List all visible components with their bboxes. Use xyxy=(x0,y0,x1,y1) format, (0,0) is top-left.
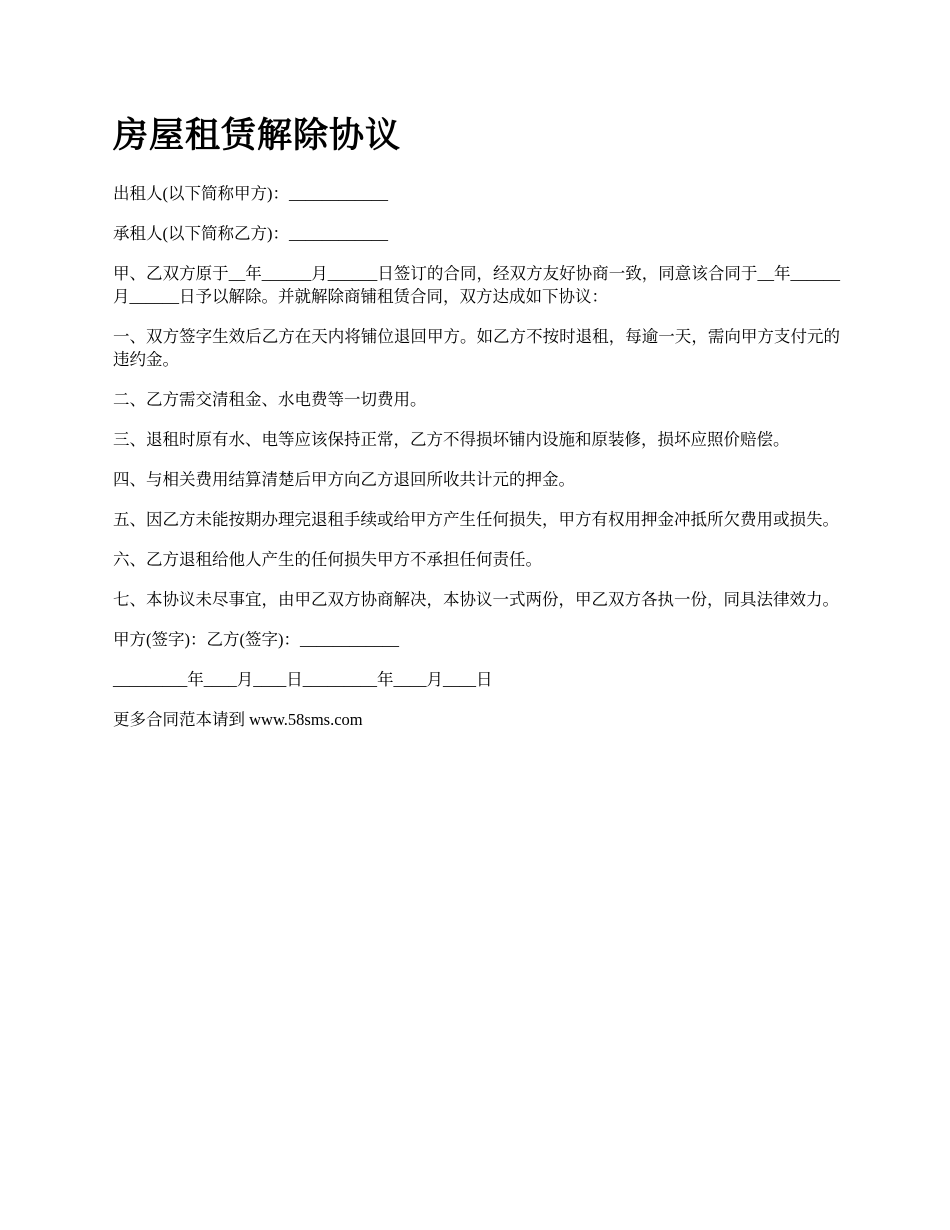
date-line: _________年____月____日_________年____月____日 xyxy=(113,670,493,689)
clause-5: 五、因乙方未能按期办理完退租手续或给甲方产生任何损失，甲方有权用押金冲抵所欠费用或损失。 xyxy=(113,510,839,529)
document-page xyxy=(113,112,840,731)
clause-3: 三、退租时原有水、电等应该保持正常，乙方不得损坏铺内设施和原装修，损坏应照价赔偿。 xyxy=(113,430,790,449)
clause-4: 四、与相关费用结算清楚后甲方向乙方退回所收共计元的押金。 xyxy=(113,470,575,489)
clause-2: 二、乙方需交清租金、水电费等一切费用。 xyxy=(113,390,427,409)
clause-1: 一、双方签字生效后乙方在天内将铺位退回甲方。如乙方不按时退租，每逾一天，需向甲方支付元的违约金。 xyxy=(113,327,840,369)
clause-7: 七、本协议未尽事宜，由甲乙双方协商解决，本协议一式两份，甲乙双方各执一份，同具法律效力。 xyxy=(113,590,839,609)
preamble-paragraph: 甲、乙双方原于__年______月______日签订的合同，经双方友好协商一致，同意该合同于__年______月______日予以解除。并就解除商铺租赁合同，双方达成如下协议： xyxy=(113,264,840,306)
document-title: 房屋租赁解除协议 xyxy=(113,116,402,155)
clause-6: 六、乙方退租给他人产生的任何损失甲方不承担任何责任。 xyxy=(113,550,542,569)
footer-text: 更多合同范本请到 www.58sms.com xyxy=(113,710,363,729)
lessor-line: 出租人(以下简称甲方)：____________ xyxy=(113,184,388,203)
lessee-line: 承租人(以下简称乙方)：____________ xyxy=(113,224,388,243)
signature-line: 甲方(签字)：乙方(签字)：____________ xyxy=(113,630,399,649)
